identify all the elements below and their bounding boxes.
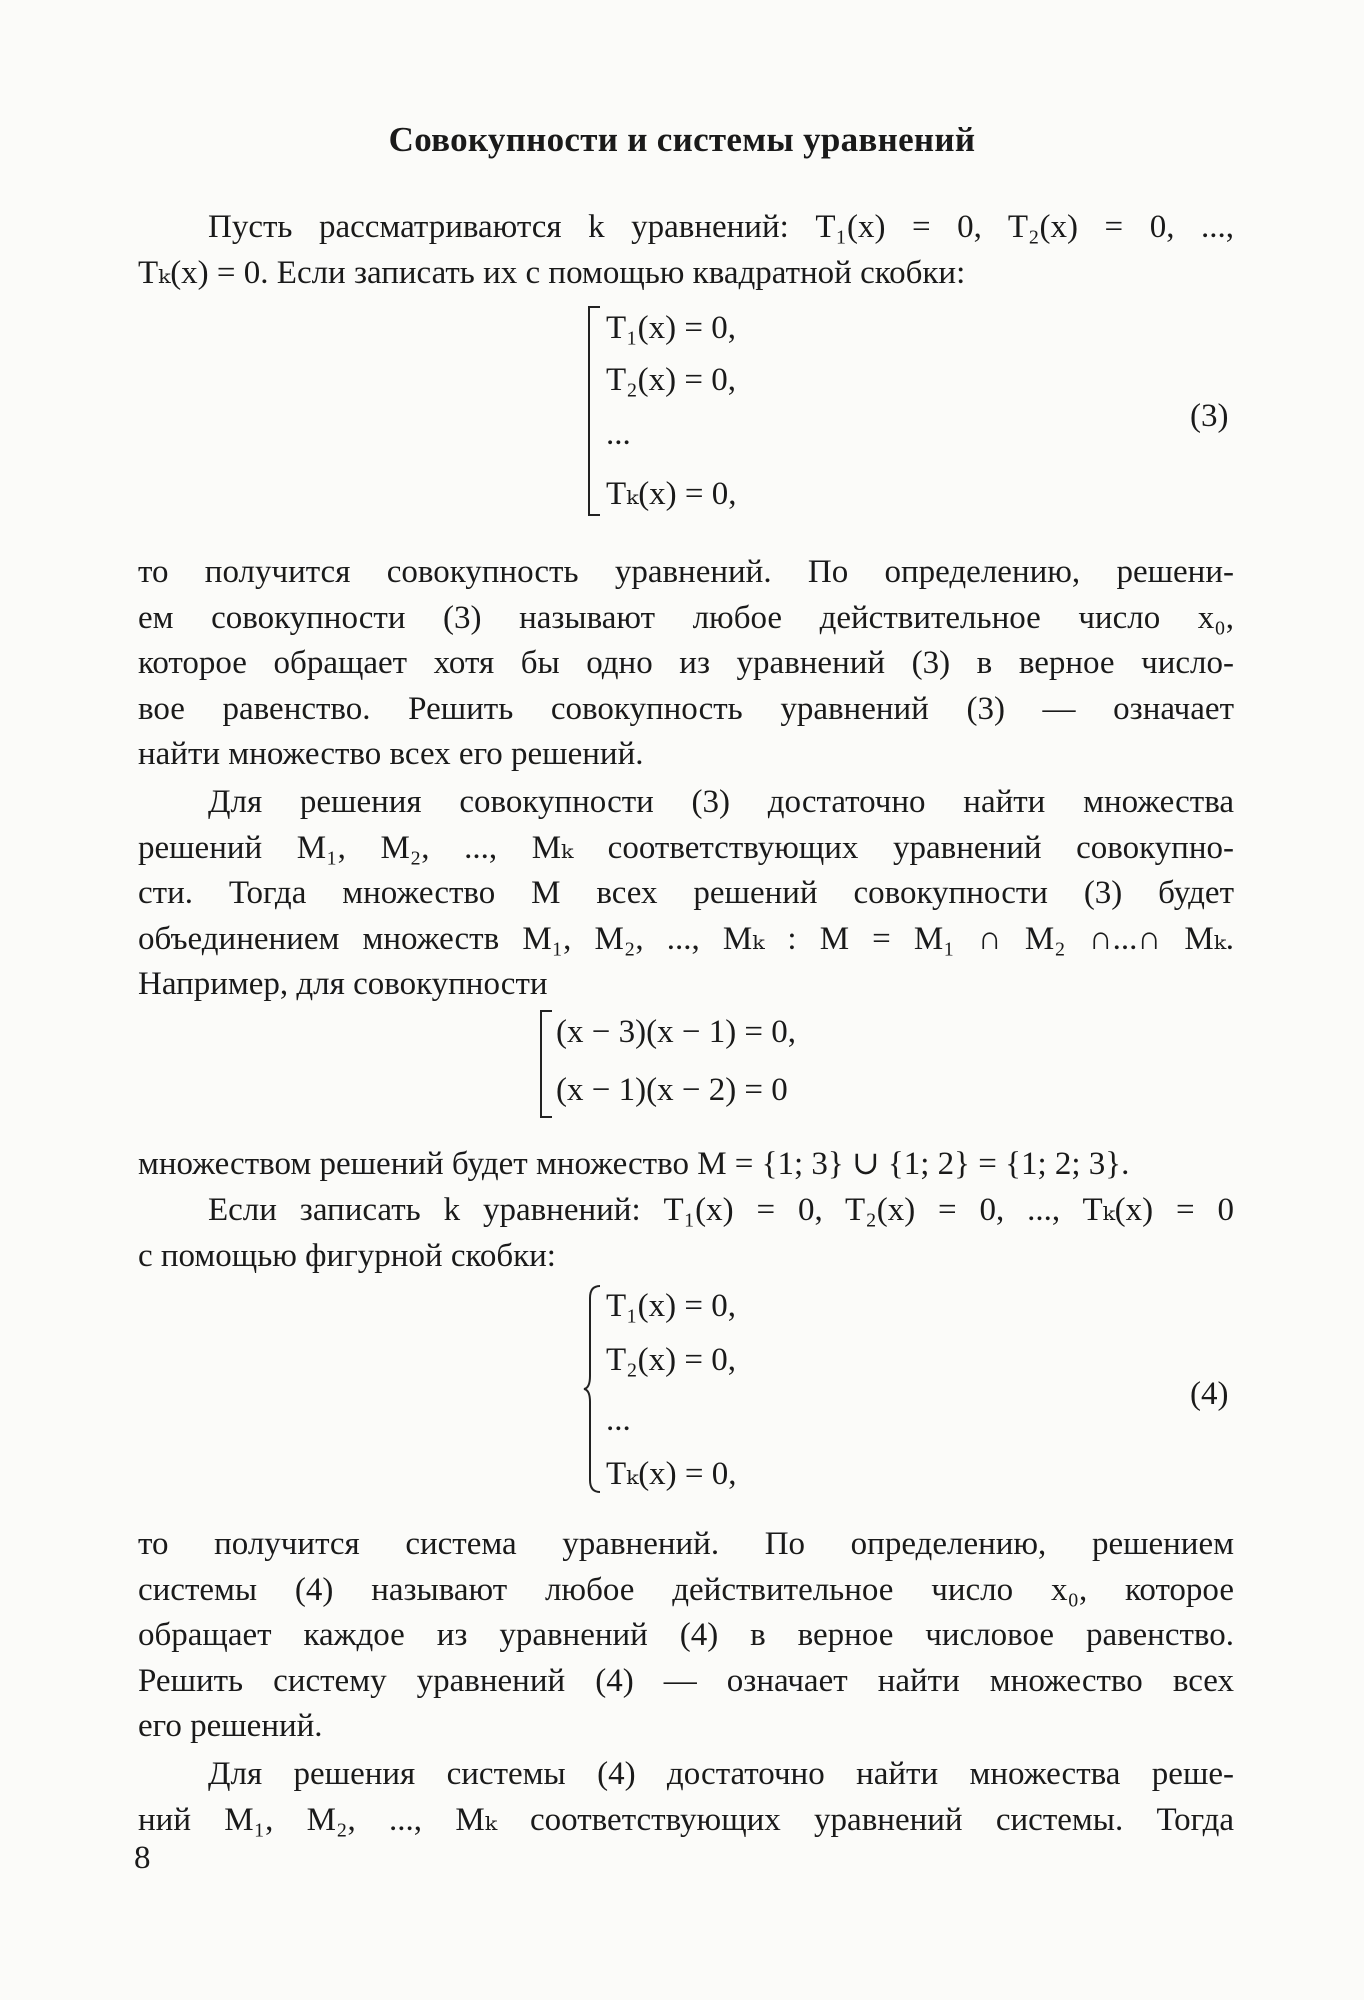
- equation-number: (4): [1190, 1376, 1229, 1412]
- equation-line: Tₖ(x) = 0,: [606, 476, 737, 512]
- text-line: системы (4) называют любое действительное число x₀, которое: [138, 1571, 1234, 1608]
- equation-line: T₁(x) = 0,: [606, 1288, 737, 1324]
- text-line: ний M₁, M₂, ..., Mₖ соответствующих уравнений системы. Тогда: [138, 1801, 1234, 1838]
- paragraph-intro: [138, 205, 1234, 296]
- text-line: Пусть рассматриваются k уравнений: T₁(x) = 0, T₂(x) = 0, ...,: [208, 209, 1234, 245]
- paragraph-system-intro: [138, 1188, 1234, 1279]
- text-line: найти множество всех его решений.: [138, 736, 644, 772]
- equation-line: (x − 1)(x − 2) = 0: [556, 1072, 788, 1108]
- text-line: с помощью фигурной скобки:: [138, 1237, 556, 1274]
- text-line: то получится совокупность уравнений. По определению, решени-: [138, 554, 1234, 590]
- paragraph-definition-system: [138, 1522, 1234, 1750]
- curly-brace-icon: [582, 1284, 604, 1494]
- text-line: Если записать k уравнений: T₁(x) = 0, T₂(x) = 0, ..., Tₖ(x) = 0: [208, 1192, 1234, 1228]
- equation-number: (3): [1190, 398, 1229, 434]
- text-line: сти. Тогда множество M всех решений совокупности (3) будет: [138, 875, 1234, 911]
- equation-line: T₁(x) = 0,: [606, 310, 737, 346]
- text-line: то получится система уравнений. По определению, решением: [138, 1526, 1234, 1562]
- paragraph-union: [138, 780, 1234, 1008]
- text-line: ем совокупности (3) называют любое действительное число x₀,: [138, 599, 1234, 636]
- square-bracket-icon: [588, 306, 600, 516]
- text-line: Tₖ(x) = 0. Если записать их с помощью квадратной скобки:: [138, 254, 966, 291]
- text-line: множеством решений будет множество M = {1; 3} ∪ {1; 2} = {1; 2; 3}.: [138, 1146, 1130, 1182]
- text-line: Для решения системы (4) достаточно найти множества реше-: [208, 1756, 1234, 1792]
- paragraph-intersection: [138, 1752, 1234, 1843]
- text-line: Для решения совокупности (3) достаточно найти множества: [208, 784, 1234, 820]
- page-number: 8: [134, 1840, 151, 1876]
- text-line: которое обращает хотя бы одно из уравнений (3) в верное число-: [138, 645, 1234, 681]
- equation-line: T₂(x) = 0,: [606, 1342, 737, 1378]
- text-line: Решить систему уравнений (4) — означает найти множество всех: [138, 1662, 1234, 1699]
- text-line: Например, для совокупности: [138, 966, 548, 1002]
- text-line: обращает каждое из уравнений (4) в верное числовое равенство.: [138, 1617, 1234, 1653]
- equation-line: ...: [606, 416, 631, 452]
- paragraph-example-result: [138, 1142, 1234, 1188]
- text-line: объединением множеств M₁, M₂, ..., Mₖ : M = M₁ ∩ M₂ ∩...∩ Mₖ.: [138, 920, 1234, 957]
- text-line: его решений.: [138, 1708, 323, 1744]
- equation-line: T₂(x) = 0,: [606, 362, 737, 398]
- equation-line: ...: [606, 1402, 631, 1438]
- equation-line: (x − 3)(x − 1) = 0,: [556, 1014, 797, 1050]
- text-line: вое равенство. Решить совокупность уравнений (3) — означает: [138, 690, 1234, 727]
- paragraph-definition-collection: [138, 550, 1234, 778]
- equation-line: Tₖ(x) = 0,: [606, 1456, 737, 1492]
- text-line: решений M₁, M₂, ..., Mₖ соответствующих уравнений совокупно-: [138, 829, 1234, 866]
- page-title: Совокупности и системы уравнений: [388, 120, 976, 159]
- square-bracket-icon: [540, 1010, 552, 1118]
